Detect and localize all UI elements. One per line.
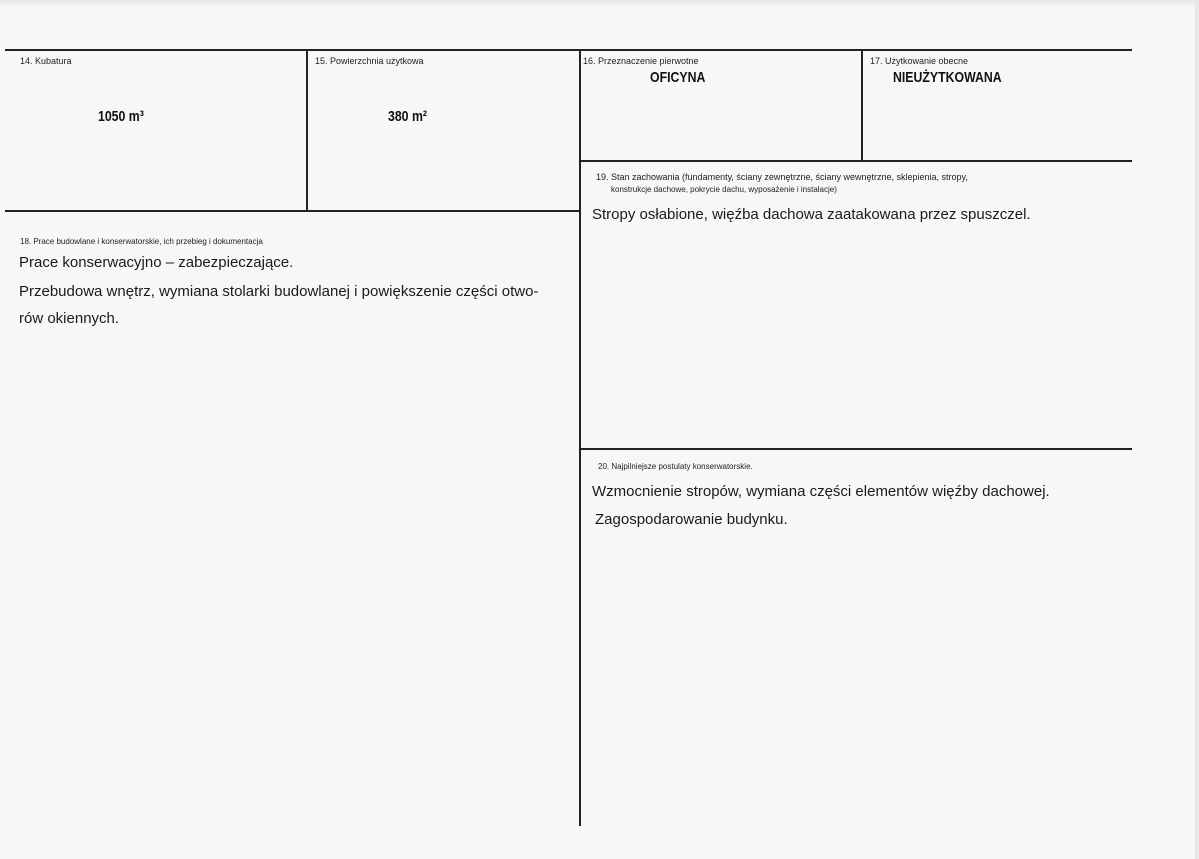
field-18-label: 18. Prace budowlane i konserwatorskie, ich przebieg i dokumentacja [20,237,263,246]
field-18-line-3: rów okiennych. [19,310,120,327]
field-15-value: 380 m² [388,108,427,125]
divider-14-15 [306,50,308,211]
field-19-text: Stropy osłabione, więźba dachowa zaatakowana przez spuszczel. [592,206,1031,223]
field-19-label: 19. Stan zachowania (fundamenty, ściany zewnętrzne, ściany wewnętrzne, sklepienia, stropy, [596,172,968,182]
paper-fold-shadow [0,0,1199,6]
field-15-label: 15. Powierzchnia użytkowa [315,56,424,66]
field-14-value: 1050 m³ [98,108,144,125]
field-17-label: 17. Użytkowanie obecne [870,56,969,66]
field-16-value: OFICYNA [650,69,706,86]
field-20-line-1: Wzmocnienie stropów, wymiana części elementów więźby dachowej. [592,483,1050,500]
paper-edge [1195,0,1199,859]
field-16-label: 16. Przeznaczenie pierwotne [583,56,699,66]
top-rule [5,49,1132,51]
field-18-line-2: Przebudowa wnętrz, wymiana stolarki budowlanej i powiększenie części otwo- [19,283,539,300]
divider-16-17 [861,50,863,160]
field-18-line-1: Prace konserwacyjno – zabezpieczające. [19,254,294,271]
field-20-line-2: Zagospodarowanie budynku. [595,511,788,528]
main-vertical-divider [579,50,581,826]
rule-below-14-15 [5,210,580,212]
field-19-label-cont: konstrukcje dachowe, pokrycie dachu, wyposażenie i instalacje) [611,185,837,194]
field-17-value: NIEUŻYTKOWANA [893,69,1002,86]
rule-below-16-17 [580,160,1132,162]
field-14-label: 14. Kubatura [20,56,72,66]
field-20-label: 20. Najpilniejsze postulaty konserwatorskie. [598,462,753,471]
rule-below-19 [580,448,1132,450]
